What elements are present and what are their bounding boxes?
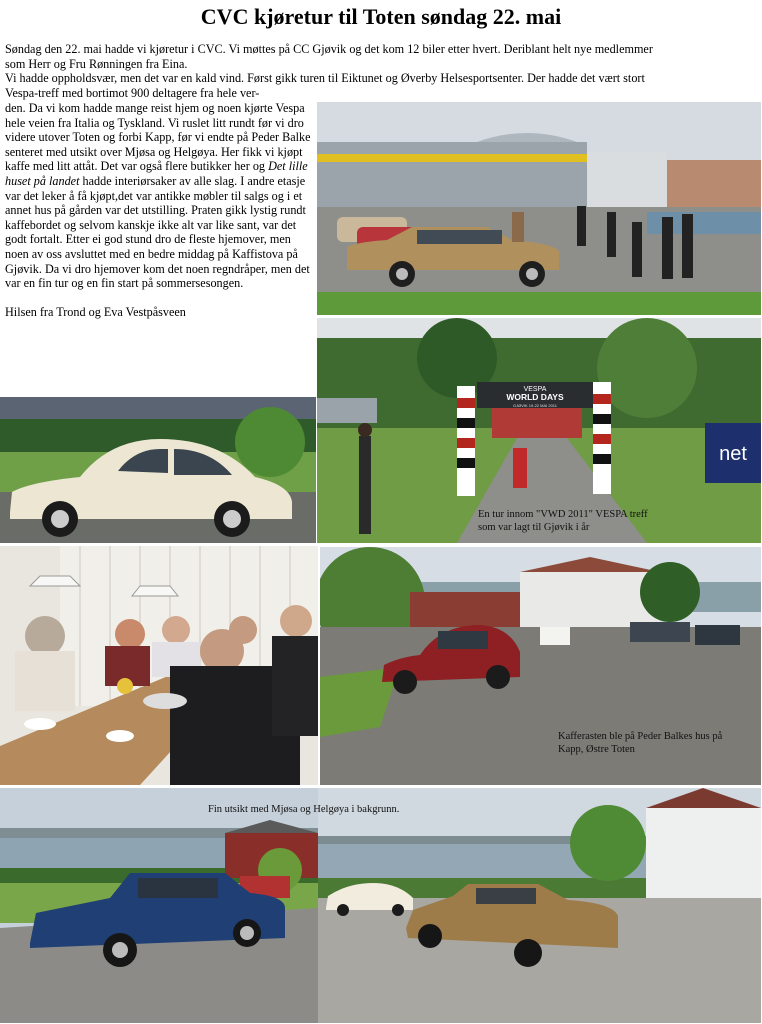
sign-line-2: WORLD DAYS — [506, 392, 564, 402]
vespa-sign — [477, 382, 593, 408]
sign-line-1: VESPA — [523, 386, 547, 393]
greeting: Hilsen fra Trond og Eva Vestpåsveen — [5, 304, 186, 319]
page-title: CVC kjøretur til Toten søndag 22. mai — [200, 4, 562, 29]
intro-line: Søndag den 22. mai hadde vi kjøretur i CVC. Vi møttes på CC Gjøvik og det kom 12 biler etter hvert. Deriblant helt nye medlemmer — [5, 42, 653, 56]
article-paragraph: den. Da vi kom hadde mange reist hjem og noen kjørte Vespa hele veien fra Italia og Tyskland. Vi ruslet litt rundt før vi dro videre utover Toten og forbi Kapp, før vi endte på Peder Balke senteret med utsikt over Mjøsa og Helgøya. Her fikk vi kjøpt kaffe med litt attåt. Det var også flere butikker her og Det lille huset på landet hadde interiørsaker av alle slag. I andre etasje var det leker å få kjøpt,det var antikke møbler til salgs og i et annet hus på gården var det utstilling. Praten gikk lystig rundt kaffebordet og selvom kanskje ikke alt var like sant, var det godt fortalt. Etter ei god stund dro de fleste hjemover, men noen av oss avsluttet med en bedre middag på Kaffistova på Gjøvik. Da vi dro hjemover kom det noen regndråper, men det var en fin tur og en fin start på sommersesongen. — [5, 101, 311, 291]
intro-line: Vespa-treff med bortimot 900 deltagere fra hele ver- — [5, 85, 260, 100]
sign-line-3: GJØVIK 19-22 MAI 2011 — [513, 403, 557, 408]
caption-kaffe: Kafferasten ble på Peder Balkes hus på Kapp, Østre Toten — [558, 731, 723, 755]
photo-white-volvo — [0, 397, 316, 543]
photo-parking-lot — [317, 102, 761, 315]
banner-text: net — [719, 443, 747, 465]
photo-coffee-table — [0, 546, 318, 785]
caption-vespa: En tur innom "VWD 2011" VESPA treff som var lagt til Gjøvik i år — [478, 509, 648, 533]
article-column — [5, 101, 314, 319]
intro-line: Vi hadde oppholdsvær, men det var en kald vind. Først gikk turen til Eiktunet og Øverby Helsesportsenter. Der hadde det vært stort — [5, 71, 645, 86]
shop-name: Det lille huset på landet — [5, 159, 308, 188]
caption-mjosa: Fin utsikt med Mjøsa og Helgøya i bakgrunn. — [208, 804, 400, 815]
intro-text — [5, 42, 760, 100]
photo-blue-volvo — [0, 788, 318, 1023]
photo-gold-volvo — [318, 788, 761, 1023]
intro-line: som Herr og Fru Rønningen fra Eina. — [5, 56, 188, 71]
